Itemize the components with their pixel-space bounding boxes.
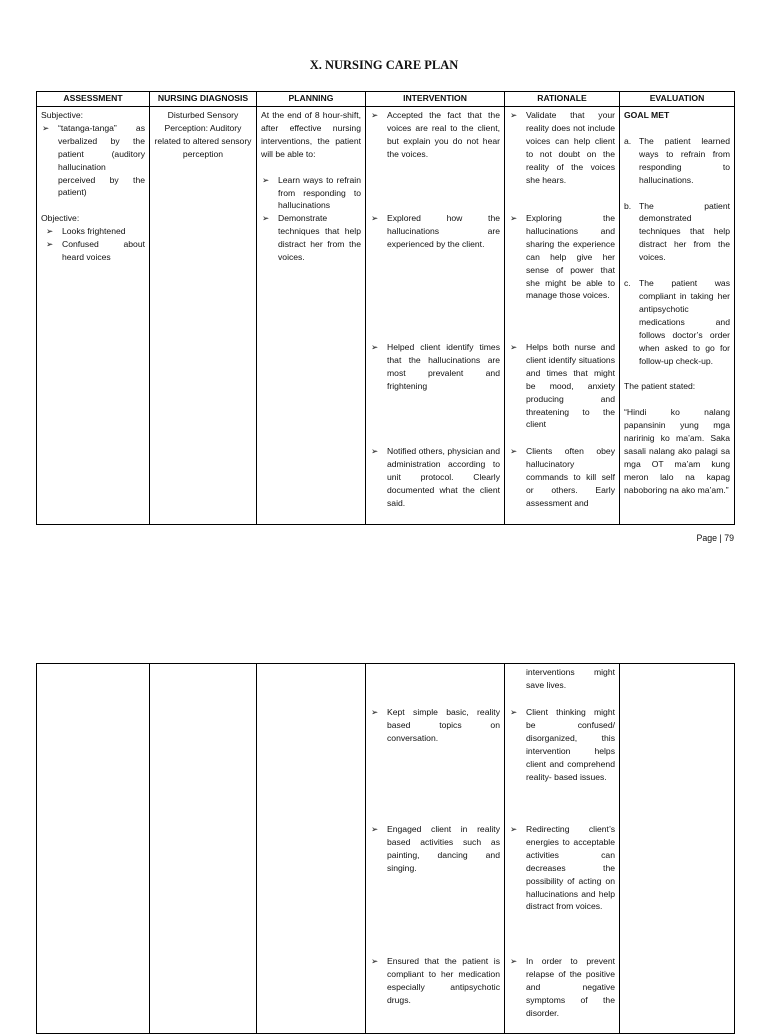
arrow-bullet-icon: ➢ [371,707,379,717]
header-assessment: ASSESSMENT [37,92,150,107]
assessment-cell [37,107,150,525]
list-item: ➢ Clients often obey hallucinatory commands to kill self or others. Early assessment and [510,446,615,508]
list-item: ➢ Helps both nurse and client identify situations and times that might be mood, anxiety producing and threatening to the client [510,342,615,430]
arrow-bullet-icon: ➢ [46,226,54,237]
list-item: ➢ Exploring the hallucinations and sharing the experience can help give her sense of power that she might be able to manage those voices. [510,213,615,301]
subjective-label: Subjective: [41,110,84,120]
header-evaluation: EVALUATION [620,92,735,107]
arrow-bullet-icon: ➢ [262,213,270,224]
arrow-bullet-icon: ➢ [371,956,379,966]
care-plan-table-continued [36,663,735,1034]
list-item: ➢ Validate that your reality does not include voices can help client to not doubt on the reality of the voices she hears. [510,110,615,185]
arrow-bullet-icon: ➢ [46,239,54,250]
arrow-bullet-icon: ➢ [510,956,518,966]
list-item: interventions might save lives. [526,667,615,690]
list-item: ➢ Engaged client in reality based activities such as painting, dancing and singing. [371,824,500,873]
planning-intro: At the end of 8 hour-shift, after effective nursing interventions, the patient will be able to: [261,110,361,159]
header-nursing-diagnosis: NURSING DIAGNOSIS [150,92,257,107]
page-number: Page | 79 [696,533,734,543]
arrow-bullet-icon: ➢ [42,122,50,133]
rationale-cell [505,664,620,1034]
list-item: ➢ Kept simple basic, reality based topics on conversation. [371,707,500,743]
arrow-bullet-icon: ➢ [510,342,518,352]
objective-label: Objective: [41,213,80,224]
diagnosis-text: Disturbed Sensory Perception: Auditory related to altered sensory perception [154,110,252,159]
arrow-bullet-icon: ➢ [371,342,379,352]
list-item: b. The patient demonstrated techniques that help distract her from the voices. [624,200,730,263]
list-item: ➢ In order to prevent relapse of the positive and negative symptoms of the disorder. [510,956,615,1018]
diagnosis-cell [150,107,257,525]
table-header-row [37,92,735,107]
document-title: X. NURSING CARE PLAN [309,58,459,72]
evaluation-cell [620,107,735,525]
list-item: ➢ Redirecting client’s energies to acceptable activities can decreases the possibility of acting on hallucinations and help distract from voices. [510,824,615,912]
patient-stated-label: The patient stated: [624,381,696,392]
arrow-bullet-icon: ➢ [510,824,518,834]
table-row [37,664,735,1034]
list-item: ➢ Client thinking might be confused/ disorganized, this intervention helps client and comprehend reality- based issues. [510,707,615,782]
arrow-bullet-icon: ➢ [371,213,379,223]
arrow-bullet-icon: ➢ [262,174,270,185]
list-item: ➢ Accepted the fact that the voices are real to the client, but explain you do not hear the voices. [371,110,500,159]
list-item-spacer [370,666,500,706]
arrow-bullet-icon: ➢ [371,110,379,120]
care-plan-table [36,91,735,525]
list-item: ➢ Notified others, physician and administration according to unit protocol. Clearly documented what the client said. [371,446,500,508]
arrow-bullet-icon: ➢ [510,446,518,456]
list-item: ➢ Learn ways to refrain from responding to hallucinations [262,174,361,211]
list-item: ➢ Looks frightened [46,226,126,237]
patient-quote: “Hindi ko nalang papansinin yung mga naririnig ko ma’am. Saka sasali nalang ako palagi sa mga OT ma’am kung meron lalo na kapag naboboring na ako ma’am.” [624,407,730,495]
arrow-bullet-icon: ➢ [510,707,518,717]
header-intervention: INTERVENTION [366,92,505,107]
arrow-bullet-icon: ➢ [510,110,518,120]
intervention-cell [366,664,505,1034]
evaluation-cell-empty [620,664,735,1034]
arrow-bullet-icon: ➢ [371,824,379,834]
table-row [37,107,735,525]
planning-cell-empty [257,664,366,1034]
list-item: ➢ Confused about heard voices [46,239,145,263]
diagnosis-cell-empty [150,664,257,1034]
assessment-cell-empty [37,664,150,1034]
header-rationale: RATIONALE [505,92,620,107]
goal-status: GOAL MET [624,110,670,120]
list-item: ➢ Explored how the hallucinations are experienced by the client. [371,213,500,249]
list-item: c. The patient was compliant in taking her antipsychotic medications and follows doctor’s order when asked to go for follow-up check-up. [624,278,730,366]
intervention-cell [366,107,505,525]
rationale-cell [505,107,620,525]
list-item: ➢ Helped client identify times that the hallucinations are most prevalent and frightening [371,342,500,391]
list-item: ➢ Demonstrate techniques that help distract her from the voices. [262,213,361,263]
list-item: ➢ Ensured that the patient is compliant to her medication especially antipsychotic drugs. [371,956,500,1005]
arrow-bullet-icon: ➢ [371,446,379,456]
header-planning: PLANNING [257,92,366,107]
list-item: ➢ “tatanga-tanga” as verbalized by the patient (auditory hallucination perceived by the patient) [42,122,145,198]
list-item: a. The patient learned ways to refrain from responding to hallucinations. [624,135,730,185]
arrow-bullet-icon: ➢ [510,213,518,223]
planning-cell [257,107,366,525]
